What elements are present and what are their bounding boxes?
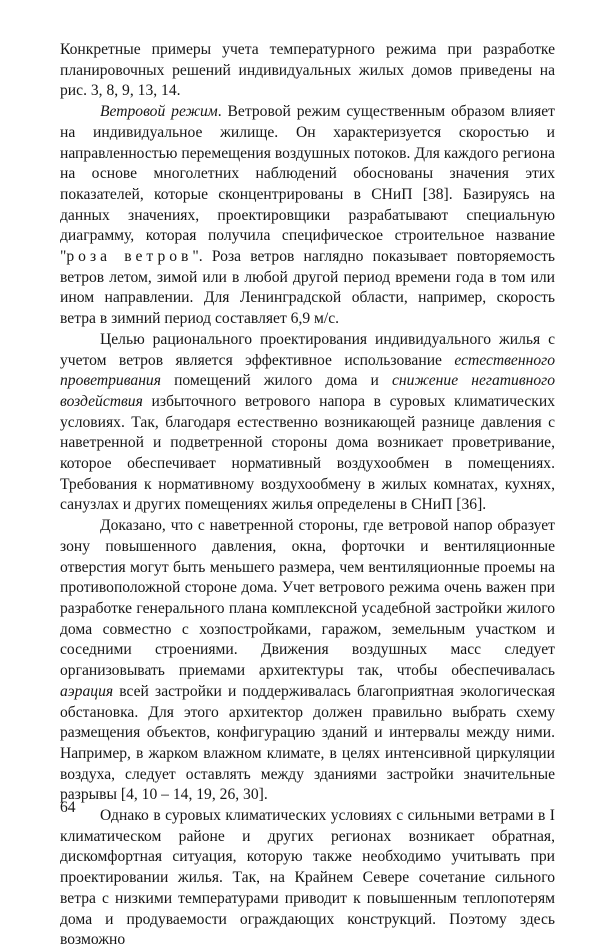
- page-body: [60, 40, 555, 951]
- paragraph-3-text-2: помещений жилого дома и: [160, 372, 392, 390]
- paragraph-3-text-1: Целью рационального проектирования индивидуального жилья с учетом ветров является эффективное использование: [60, 330, 555, 369]
- term-reducing-negative-impact: снижение негативного воздействия: [60, 372, 555, 410]
- paragraph-5: [60, 806, 555, 951]
- paragraph-1: [60, 40, 555, 102]
- paragraph-4-text-1: Доказано, что с наветренной стороны, где ветровой напор образует зону повышенного давления, окна, форточки и вентиляционные отверстия могут быть меньшего размера, чем вентиляционные проемы на противоположной стороне дома. Учет ветрового режима очень важен при разработке генерального плана комплексной усадебной застройки жилого дома совместно с хозпостройками, гаражом, земельным участком и соседними строениями. Движения воздушных масс следует организовывать приемами архитектуры так, чтобы обеспечивалась: [60, 517, 555, 680]
- paragraph-2: [60, 102, 555, 330]
- paragraph-4-text-2: всей застройки и поддерживалась благоприятная экологическая обстановка. Для этого архитектор должен правильно выбрать схему размещения объектов, конфигурацию зданий и интервалы между ними. Например, в жарком влажном климате, в целях интенсивной циркуляции воздуха, следует оставлять между зданиями застройки значительные разрывы [4, 10 – 14, 19, 26, 30].: [60, 682, 555, 804]
- paragraph-1-text: Конкретные примеры учета температурного режима при разработке планировочных решений индивидуальных жилых домов приведены на рис. 3, 8, 9, 13, 14.: [60, 41, 555, 100]
- term-aeration: аэрация: [60, 682, 114, 700]
- paragraph-2-text-2: ". Роза ветров наглядно показывает повторяемость ветров летом, зимой или в любой другой период времени года в том или ином направлении. Для Ленинградской области, например, скорость ветра в зимний период составляет 6,9 м/с.: [60, 248, 556, 328]
- paragraph-2-text-1: . Ветровой режим существенным образом влияет на индивидуальное жилище. Он характеризуется скоростью и направленностью перемещения воздушных потоков. Для каждого региона на основе многолетних наблюдений обоснованы значения этих показателей, которые сконцентрированы в СНиП [38]. Базируясь на данных значениях, проектировщики разрабатывают специальную диаграмму, которая получила специфическое строительное название ": [60, 103, 555, 266]
- term-wind-rose: роза ветров: [66, 248, 193, 266]
- paragraph-3-text-3: избыточного ветрового напора в суровых климатических условиях. Так, благодаря естественно возникающей разнице давления с наветренной и подветренной стороны дома возникает проветривание, которое обеспечивает нормативный воздухообмен в помещениях. Требования к нормативному воздухообмену в жилых комнатах, кухнях, санузлах и других помещениях жилья определены в СНиП [36].: [60, 392, 555, 514]
- term-natural-ventilation: естественного проветривания: [60, 351, 555, 390]
- paragraph-5-text: Однако в суровых климатических условиях с сильными ветрами в I климатическом районе и других регионах возникает обратная, дискомфортная ситуация, которую также необходимо учитывать при проектировании жилья. Так, на Крайнем Севере сочетание сильного ветра с низкими температурами приводит к повышенным теплопотерям дома и продуваемости ограждающих конструкций. Поэтому здесь возможно: [60, 807, 555, 949]
- section-title-wind: Ветровой режим: [100, 103, 218, 121]
- paragraph-4: [60, 516, 555, 806]
- paragraph-3: [60, 330, 555, 516]
- page-number: 64: [60, 799, 76, 816]
